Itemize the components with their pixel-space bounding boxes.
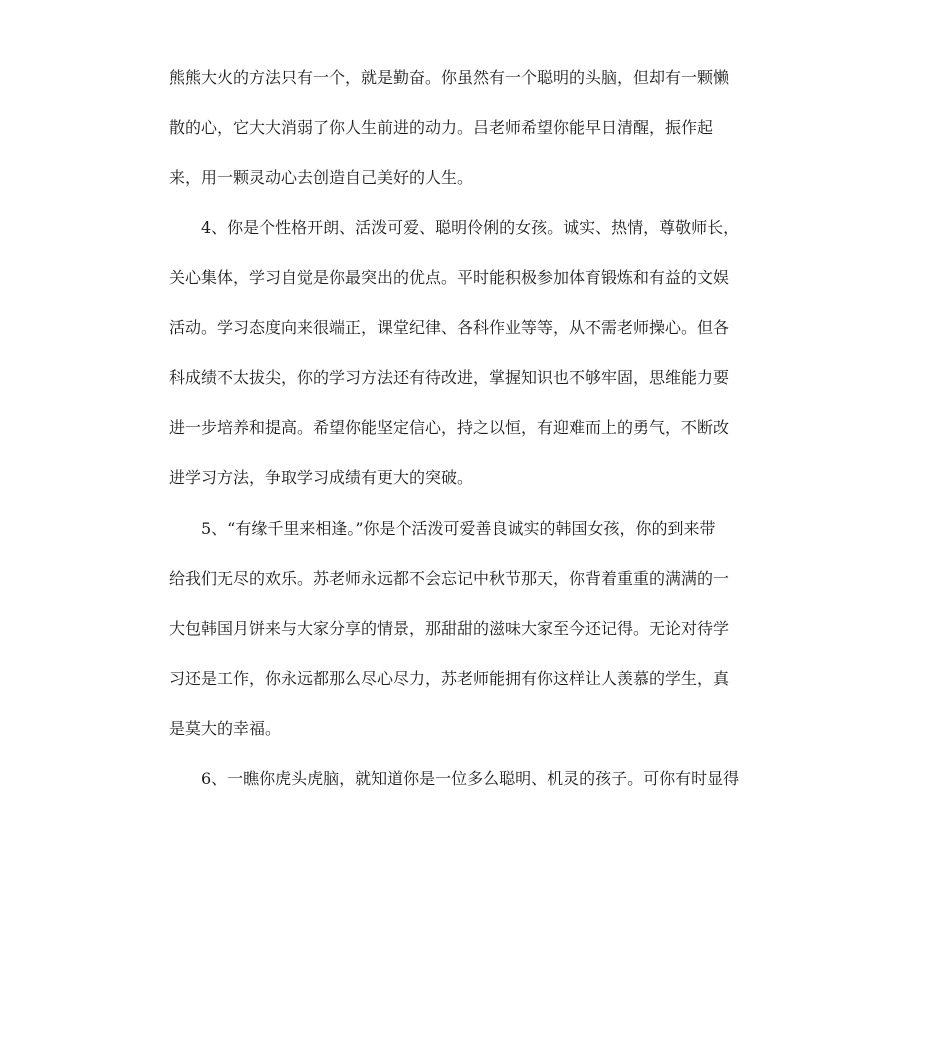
paragraph-line: 是莫大的幸福。 [169,719,282,738]
paragraph-line: 6、一瞧你虎头虎脑，就知道你是一位多么聪明、机灵的孩子。可你有时显得 [201,769,740,788]
paragraph-line: 散的心，它大大消弱了你人生前进的动力。吕老师希望你能早日清醒，振作起 [169,118,714,137]
paragraph-line: 5、“有缘千里来相逢。”你是个活泼可爱善良诚实的韩国女孩，你的到来带 [201,519,716,538]
paragraph-line: 4、你是个性格开朗、活泼可爱、聪明伶俐的女孩。诚实、热情，尊敬师长， [201,218,740,237]
paragraph-line: 习还是工作，你永远都那么尽心尽力，苏老师能拥有你这样让人羡慕的学生，真 [169,669,730,688]
paragraph-line: 来，用一颗灵动心去创造自己美好的人生。 [169,168,474,187]
paragraph-line: 给我们无尽的欢乐。苏老师永远都不会忘记中秋节那天，你背着重重的满满的一 [169,569,730,588]
paragraph-line: 进学习方法，争取学习成绩有更大的突破。 [169,468,474,487]
paragraph-line: 熊熊大火的方法只有一个，就是勤奋。你虽然有一个聪明的头脑，但却有一颗懒 [169,68,730,87]
paragraph-line: 科成绩不太拔尖，你的学习方法还有待改进，掌握知识也不够牢固，思维能力要 [169,368,730,387]
paragraph-line: 活动。学习态度向来很端正，课堂纪律、各科作业等等，从不需老师操心。但各 [169,318,730,337]
paragraph-line: 进一步培养和提高。希望你能坚定信心，持之以恒，有迎难而上的勇气，不断改 [169,418,730,437]
paragraph-line: 大包韩国月饼来与大家分享的情景，那甜甜的滋味大家至今还记得。无论对待学 [169,619,730,638]
paragraph-line: 关心集体，学习自觉是你最突出的优点。平时能积极参加体育锻炼和有益的文娱 [169,268,730,287]
